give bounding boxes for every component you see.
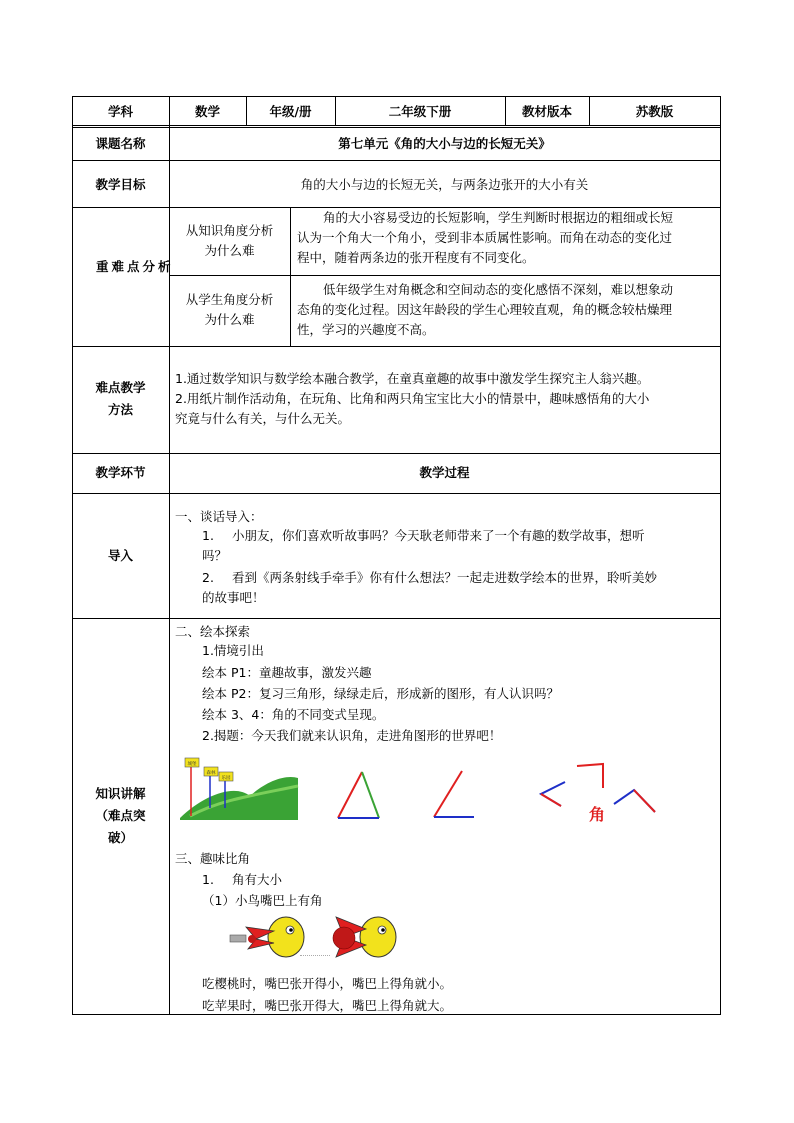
bird-divider: [300, 955, 330, 956]
intro-heading: 一、谈话导入：: [175, 509, 263, 524]
edition-value: 苏教版: [635, 104, 674, 119]
process-value: 教学过程: [419, 465, 470, 480]
bird1-head: [268, 917, 304, 957]
hill-signs-illustration: [180, 756, 300, 826]
knowledge-angle-text: 角的大小容易受边的长短影响，学生判断时根据边的粗细或长短 认为一个角大一个角小，受到非本质属性影响。而角在动态的变化过 程中，随着两条边的张开程度有不同变化。: [297, 210, 674, 265]
s3-line-cherry: 吃樱桃时，嘴巴张开得小，嘴巴上得角就小。: [202, 976, 453, 991]
section2-heading: 二、绘本探索: [175, 624, 251, 639]
s2-line-3: 绘本 P2：复习三角形，绿绿走后，形成新的图形，有人认识吗？: [202, 686, 559, 701]
intro-item2-line1: 看到《两条射线手牵手》你有什么想法？一起走进数学绘本的世界，聆听美妙: [232, 570, 658, 585]
intro-item1-line2: 吗？: [202, 548, 228, 563]
sign-label-3: 乐园: [221, 776, 231, 781]
s3-line-apple: 吃苹果时，嘴巴张开得大，嘴巴上得角就大。: [202, 998, 453, 1013]
variant-angle-right-red: [634, 790, 655, 812]
method-label: 难点教学 方法: [95, 379, 146, 417]
s2-line-1: 1.情境引出: [202, 643, 264, 658]
student-angle-label: [169, 275, 290, 345]
variant-angle-top: [577, 764, 603, 788]
knowledge-angle-line2: 为什么难: [204, 243, 255, 258]
variant-angle-right: [614, 790, 655, 812]
variant-angle-left-blue: [541, 782, 565, 806]
bird-apple-illustration: [322, 913, 402, 963]
method-text: 1.通过数学知识与数学绘本融合教学，在童真童趣的故事中激发学生探究主人翁兴趣。 2.用纸片制作活动角，在玩角、比角和两只角宝宝比大小的情景中，趣味感悟角的大小 究竟与什么有关，与什么无关。: [175, 371, 650, 426]
variant-angle-left-red: [541, 794, 561, 806]
bird-cherry-illustration: [228, 913, 308, 963]
intro-label: 导入: [107, 547, 133, 563]
angle-ray-1: [434, 771, 462, 817]
cherry: [248, 935, 256, 943]
s2-line-4: 绘本 3、4：角的不同变式呈现。: [202, 707, 385, 722]
knowledge-label: 知识讲解 （难点突 破）: [95, 786, 146, 845]
student-angle-line2: 为什么难: [204, 312, 255, 327]
s3-item-text: 角有大小: [232, 872, 283, 887]
s3-sub: （1）小鸟嘴巴上有角: [202, 893, 323, 908]
bird1-stick: [230, 935, 246, 942]
bird2-pupil: [381, 928, 385, 932]
knowledge-angle-line1: 从知识角度分析: [185, 223, 274, 238]
lesson-title-label: 课题名称: [95, 136, 146, 151]
angle-char: 角: [589, 805, 606, 824]
grade-value: 二年级下册: [388, 104, 452, 119]
intro-item1-num: 1.: [202, 528, 214, 543]
bird1-pupil: [289, 928, 293, 932]
process-label: 教学环节: [95, 465, 146, 480]
section3-heading: 三、趣味比角: [175, 851, 251, 866]
grade-label: 年级/册: [269, 104, 312, 119]
s2-line-5: 2.揭题：今天我们就来认识角，走进角图形的世界吧！: [202, 728, 502, 743]
student-angle-text: 低年级学生对角概念和空间动态的变化感悟不深刻，难以想象动 态角的变化过程。因这年龄段的学生心理较直观，角的概念较枯燥理 性，学习的兴趣度不高。: [297, 282, 674, 337]
s3-item-num: 1.: [202, 872, 214, 887]
triangle-right-side: [362, 772, 379, 818]
triangle-left-side: [338, 772, 362, 818]
s2-line-2: 绘本 P1：童趣故事，激发兴趣: [202, 665, 372, 680]
difficulty-label: 重难点分析: [96, 259, 174, 274]
goal-label: 教学目标: [95, 176, 146, 192]
triangle-figure: [335, 770, 385, 825]
bird2-head: [360, 917, 396, 957]
subject-label: 学科: [107, 104, 133, 119]
goal-value: 角的大小与边的长短无关，与两条边张开的大小有关: [300, 176, 589, 192]
angle-figure: [430, 768, 480, 823]
subject-value: 数学: [194, 104, 220, 119]
student-angle-line1: 从学生角度分析: [185, 292, 274, 307]
knowledge-angle-label: [169, 207, 290, 275]
lesson-title-value: 第七单元《角的大小与边的长短无关》: [338, 136, 551, 151]
sign-label-2: 森林: [206, 771, 216, 776]
intro-item2-num: 2.: [202, 570, 214, 585]
sign-label-1: 城堡: [187, 762, 197, 767]
intro-item2-line2: 的故事吧！: [202, 590, 265, 605]
apple: [333, 927, 355, 949]
intro-item1-line1: 小朋友，你们喜欢听故事吗？今天耿老师带来了一个有趣的数学故事，想听: [232, 528, 645, 543]
edition-label: 教材版本: [521, 104, 572, 119]
